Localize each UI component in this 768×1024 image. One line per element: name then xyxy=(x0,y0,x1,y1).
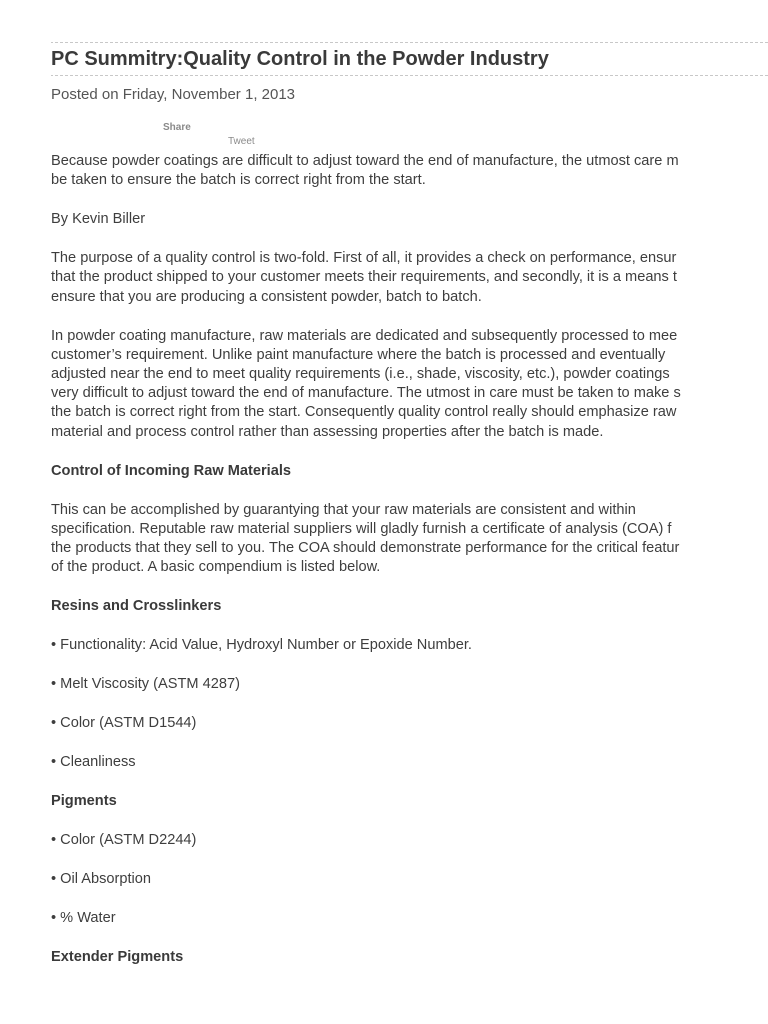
text-line: of the product. A basic compendium is listed below. xyxy=(51,559,381,576)
text-line: the batch is correct right from the start. Consequently quality control really should emphasize raw xyxy=(51,404,677,421)
text-line: material and process control rather than assessing properties after the batch is made. xyxy=(51,423,604,440)
heading-incoming-raw-materials: Control of Incoming Raw Materials xyxy=(51,462,292,479)
list-item: • Functionality: Acid Value, Hydroxyl Number or Epoxide Number. xyxy=(51,637,472,654)
text-line: This can be accomplished by guarantying that your raw materials are consistent and within xyxy=(51,501,636,518)
text-line: that the product shipped to your customer meets their requirements, and secondly, it is a means t xyxy=(51,269,677,286)
list-item: • Color (ASTM D2244) xyxy=(51,832,197,849)
text-line: ensure that you are producing a consistent powder, batch to batch. xyxy=(51,288,482,305)
byline: By Kevin Biller xyxy=(51,211,146,228)
list-item: • Color (ASTM D1544) xyxy=(51,715,197,732)
paragraph-purpose xyxy=(51,249,768,307)
text-line: specification. Reputable raw material suppliers will gladly furnish a certificate of analysis (COA) f xyxy=(51,520,672,537)
article-body xyxy=(51,152,768,967)
post-date: Posted on Friday, November 1, 2013 xyxy=(51,86,296,103)
blog-post xyxy=(51,42,768,1024)
list-item: • Oil Absorption xyxy=(51,871,152,888)
intro-paragraph xyxy=(51,152,768,190)
text-line: be taken to ensure the batch is correct right from the start. xyxy=(51,172,426,189)
tweet-button[interactable]: Tweet xyxy=(228,136,255,147)
text-line: In powder coating manufacture, raw materials are dedicated and subsequently processed to mee xyxy=(51,327,678,344)
share-button[interactable]: Share xyxy=(163,122,191,133)
list-item: • Melt Viscosity (ASTM 4287) xyxy=(51,676,240,693)
heading-pigments: Pigments xyxy=(51,793,117,810)
list-item: • % Water xyxy=(51,910,116,927)
text-line: adjusted near the end to meet quality requirements (i.e., shade, viscosity, etc.), powder coatings xyxy=(51,366,670,383)
paragraph-coa xyxy=(51,501,768,578)
text-line: customer’s requirement. Unlike paint manufacture where the batch is processed and eventually xyxy=(51,346,666,363)
heading-resins-crosslinkers: Resins and Crosslinkers xyxy=(51,598,222,615)
social-buttons xyxy=(51,106,768,152)
heading-extender-pigments: Extender Pigments xyxy=(51,949,184,966)
paragraph-manufacture xyxy=(51,327,768,442)
text-line: Because powder coatings are difficult to adjust toward the end of manufacture, the utmost care m xyxy=(51,153,679,169)
text-line: The purpose of a quality control is two-fold. First of all, it provides a check on performance, ensur xyxy=(51,250,677,267)
text-line: the products that they sell to you. The COA should demonstrate performance for the critical featur xyxy=(51,540,680,557)
list-item: • Cleanliness xyxy=(51,754,136,771)
text-line: very difficult to adjust toward the end of manufacture. The utmost in care must be taken to make s xyxy=(51,385,681,402)
post-title: PC Summitry:Quality Control in the Powder Industry xyxy=(51,48,549,70)
post-title-box xyxy=(51,42,768,76)
